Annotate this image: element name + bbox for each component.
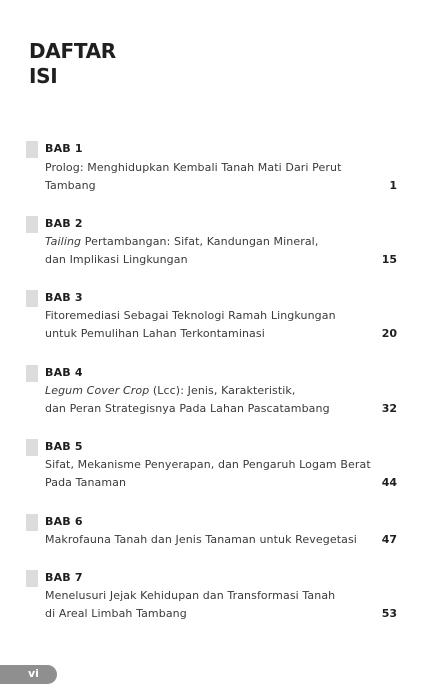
chapter-label: BAB 2 [45, 217, 83, 230]
chapter-title-line-2: di Areal Limbah Tambang [45, 607, 187, 620]
chapter-label: BAB 1 [45, 142, 83, 155]
chapter-label: BAB 4 [45, 366, 83, 379]
chapter-title-line-1 [45, 533, 357, 547]
page-number: 53 [381, 607, 397, 620]
page-number: 32 [381, 402, 397, 415]
chapter-title-line-2: Tambang [45, 179, 96, 192]
chapter-title-line-2: Pada Tanaman [45, 476, 127, 489]
chapter-title-italic: Tailing [45, 235, 82, 248]
chapter-title-text: (Lcc): Jenis, Karakteristik, [149, 384, 296, 397]
chapter-label: BAB 3 [45, 291, 83, 304]
chapter-title-line-2: untuk Pemulihan Lahan Terkontaminasi [45, 327, 265, 340]
chapter-marker [26, 290, 38, 307]
chapter-title-line-1 [45, 235, 318, 249]
page-number: 15 [381, 253, 397, 266]
chapter-title-line-1 [45, 589, 335, 603]
footer-page-number: vi [28, 667, 39, 680]
chapter-marker [26, 141, 38, 158]
chapter-label: BAB 7 [45, 571, 83, 584]
chapter-title-line-1 [45, 458, 371, 472]
chapter-title-line-1 [45, 309, 336, 323]
chapter-marker [26, 439, 38, 456]
chapter-title-text: Menelusuri Jejak Kehidupan dan Transformasi Tanah [45, 589, 336, 602]
chapter-title-line-1 [45, 384, 296, 398]
chapter-title-italic: Legum Cover Crop [45, 384, 150, 397]
chapter-marker [26, 216, 38, 233]
page-number: 1 [389, 179, 397, 192]
chapter-title-line-1 [45, 161, 341, 175]
page-title [29, 39, 116, 89]
chapter-title-text: Makrofauna Tanah dan Jenis Tanaman untuk Revegetasi [45, 533, 357, 546]
chapter-label: BAB 5 [45, 440, 83, 453]
page-number: 47 [381, 533, 397, 546]
chapter-label: BAB 6 [45, 515, 83, 528]
chapter-marker [26, 514, 38, 531]
chapter-title-text: Prolog: Menghidupkan Kembali Tanah Mati Dari Perut [45, 161, 342, 174]
page-title-line-2: ISI [29, 64, 58, 88]
page-number: 20 [381, 327, 397, 340]
chapter-title-line-2: dan Implikasi Lingkungan [45, 253, 188, 266]
page-title-line-1: DAFTAR [29, 39, 116, 63]
chapter-title-text: Fitoremediasi Sebagai Teknologi Ramah Lingkungan [45, 309, 336, 322]
chapter-title-line-2: dan Peran Strategisnya Pada Lahan Pascatambang [45, 402, 330, 415]
chapter-marker [26, 365, 38, 382]
chapter-title-text: Pertambangan: Sifat, Kandungan Mineral, [81, 235, 319, 248]
page-number: 44 [381, 476, 397, 489]
chapter-marker [26, 570, 38, 587]
chapter-title-text: Sifat, Mekanisme Penyerapan, dan Pengaruh Logam Berat [45, 458, 371, 471]
